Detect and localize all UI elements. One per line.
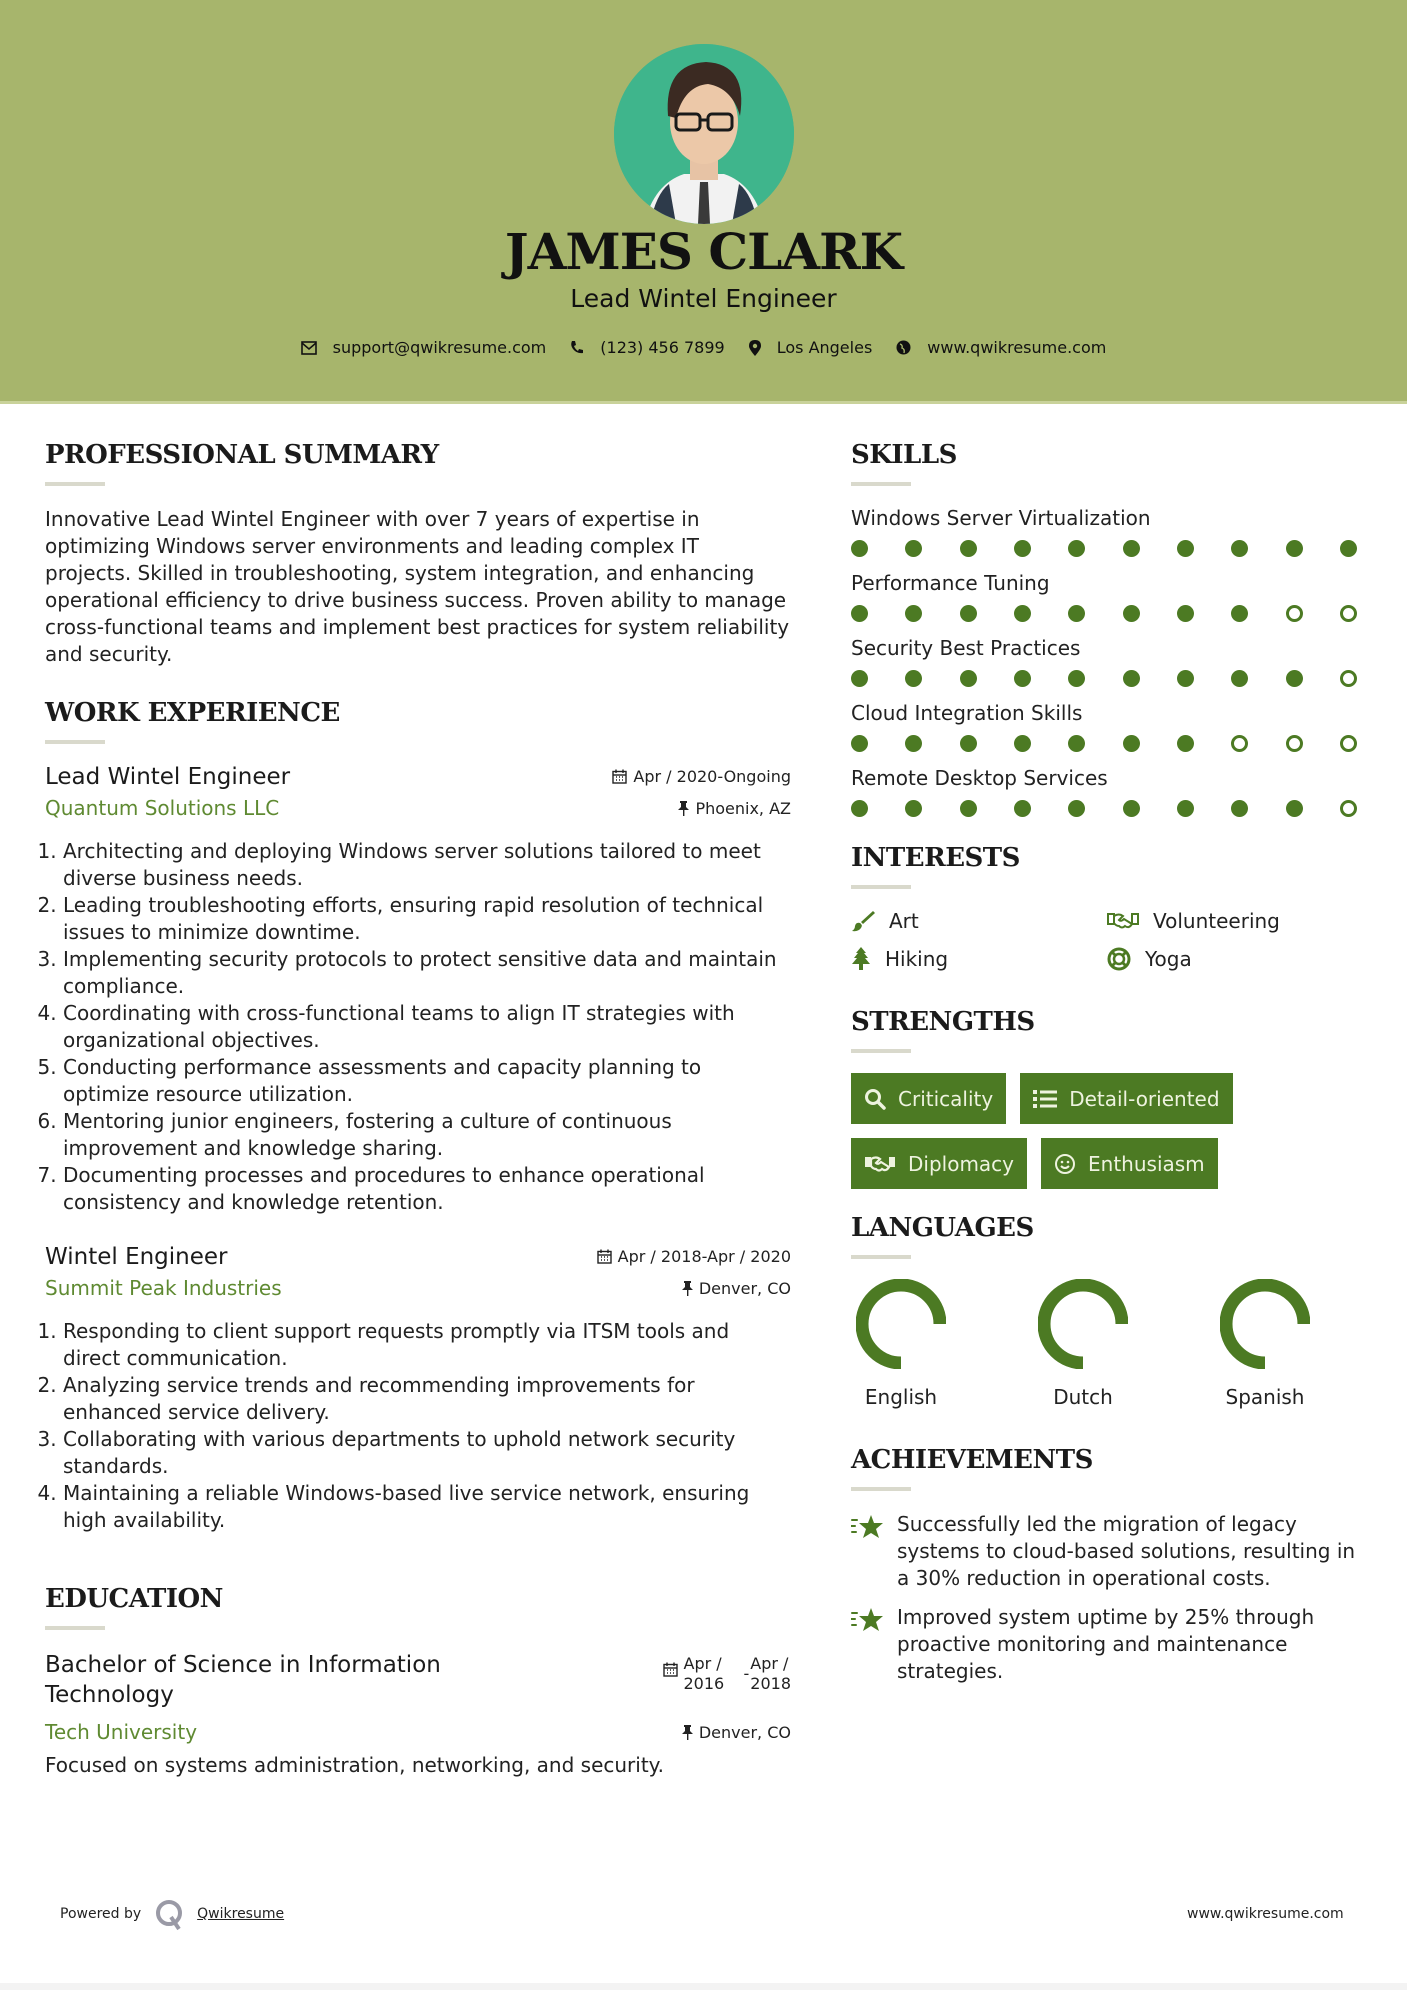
rating-dot-filled <box>960 735 977 752</box>
duty-item: 1. Architecting and deploying Windows server solutions tailored to meet diverse business needs. <box>63 838 791 892</box>
language-label: English <box>864 1385 938 1409</box>
powered-by-label: Powered by <box>60 1906 142 1922</box>
rating-dot-empty <box>1286 605 1303 622</box>
rating-dot-filled <box>1340 540 1357 557</box>
strength-label: Detail-oriented <box>1069 1086 1220 1111</box>
footer-url[interactable]: www.qwikresume.com <box>1187 1906 1344 1922</box>
qwikresume-logo-icon <box>153 1897 187 1931</box>
contact-bar <box>0 338 1407 357</box>
candidate-name: JAMES CLARK <box>504 222 903 281</box>
skill-name: Remote Desktop Services <box>851 766 1108 790</box>
language-label: Dutch <box>1053 1385 1113 1409</box>
rating-dot-filled <box>905 605 922 622</box>
job-dates <box>597 1247 791 1266</box>
rating-dot-filled <box>1177 605 1194 622</box>
education-section <box>45 1584 791 1779</box>
job-location-text: Denver, CO <box>698 1278 791 1298</box>
left-column <box>45 440 791 1779</box>
rating-dot-filled <box>1123 670 1140 687</box>
rating-dot-filled <box>1286 540 1303 557</box>
achievement-text: Improved system uptime by 25% through proactive monitoring and maintenance strategies. <box>897 1605 1315 1683</box>
date-separator: - <box>743 1664 750 1683</box>
summary-text: Innovative Lead Wintel Engineer with over 7 years of expertise in optimizing Windows server environments and leading complex IT projects. Skilled in troubleshooting, system integration, and enhancing operational efficiency to drive business success. Proven ability to manage cross-functional teams and implement best practices for system reliability and security. <box>45 507 790 666</box>
strength-chip <box>851 1138 1027 1189</box>
handshake-icon <box>1107 911 1139 931</box>
heading-rule <box>851 482 911 486</box>
job-entry <box>45 1244 791 1534</box>
rating-dot-filled <box>1123 605 1140 622</box>
job-location <box>682 1279 791 1298</box>
strength-label: Enthusiasm <box>1088 1151 1205 1176</box>
rating-dot-filled <box>1177 800 1194 817</box>
heading-rule <box>851 1255 911 1259</box>
rating-dot-filled <box>905 670 922 687</box>
page-bottom-strip <box>0 1983 1407 1990</box>
rating-dot-empty <box>1231 735 1248 752</box>
interest-item <box>851 947 1107 971</box>
skill-rating <box>851 800 1357 817</box>
education-start-year: 2016 <box>683 1674 725 1693</box>
strengths-section <box>851 1007 1366 1189</box>
interests-section <box>851 843 1366 971</box>
search-icon <box>864 1088 886 1110</box>
qwikresume-link[interactable]: Qwikresume <box>197 1906 285 1922</box>
paintbrush-icon <box>851 910 875 932</box>
contact-phone-text: (123) 456 7899 <box>600 338 725 357</box>
job-role: Lead Wintel Engineer <box>45 764 291 790</box>
education-end <box>744 1654 792 1694</box>
rating-dot-filled <box>1014 735 1031 752</box>
pushpin-icon <box>682 1281 693 1296</box>
skill-name: Security Best Practices <box>851 636 1081 660</box>
rating-dot-filled <box>851 605 868 622</box>
strength-chip <box>1041 1138 1218 1189</box>
skill-name: Windows Server Virtualization <box>851 506 1151 530</box>
rating-dot-filled <box>1231 670 1248 687</box>
rating-dot-filled <box>1286 670 1303 687</box>
skill-name: Cloud Integration Skills <box>851 701 1083 725</box>
job-entry <box>45 764 791 1216</box>
interest-item <box>1107 909 1363 933</box>
smile-icon <box>1054 1153 1076 1175</box>
language-item <box>1215 1279 1315 1409</box>
interest-label: Art <box>889 909 919 933</box>
envelope-icon <box>301 341 317 355</box>
duty-item: 5. Conducting performance assessments and capacity planning to optimize resource utilization. <box>63 1054 791 1108</box>
languages-heading: LANGUAGES <box>851 1213 1034 1243</box>
strength-label: Criticality <box>898 1086 994 1111</box>
profile-photo <box>614 44 794 224</box>
rating-dot-empty <box>1340 670 1357 687</box>
rating-dot-filled <box>960 605 977 622</box>
education-start-month: Apr / <box>683 1654 722 1673</box>
interests-heading: INTERESTS <box>851 843 1020 873</box>
job-duties <box>45 838 791 1216</box>
language-progress-ring <box>1220 1279 1310 1369</box>
language-item <box>1033 1279 1133 1409</box>
language-progress-ring <box>1038 1279 1128 1369</box>
achievements-heading: ACHIEVEMENTS <box>851 1445 1093 1475</box>
language-progress-ring <box>856 1279 946 1369</box>
skill-rating <box>851 735 1357 752</box>
education-end-year: 2018 <box>750 1674 791 1693</box>
person-photo-icon <box>614 44 794 224</box>
rating-dot-filled <box>1068 540 1085 557</box>
map-marker-icon <box>749 340 761 356</box>
contact-website-text: www.qwikresume.com <box>927 338 1107 357</box>
skills-list <box>851 506 1366 817</box>
summary-heading: PROFESSIONAL SUMMARY <box>45 440 439 470</box>
heading-rule <box>45 740 105 744</box>
rating-dot-filled <box>1014 540 1031 557</box>
duty-item: 2. Analyzing service trends and recommending improvements for enhanced service delivery. <box>63 1372 791 1426</box>
candidate-title: Lead Wintel Engineer <box>570 284 837 313</box>
contact-website[interactable] <box>896 338 1106 357</box>
rating-dot-filled <box>1286 800 1303 817</box>
calendar-icon <box>597 1249 612 1264</box>
phone-icon <box>570 340 584 355</box>
rating-dot-filled <box>1123 540 1140 557</box>
right-column <box>851 440 1366 1697</box>
star-achievement-icon <box>851 1606 885 1634</box>
heading-rule <box>851 1049 911 1053</box>
strengths-heading: STRENGTHS <box>851 1007 1035 1037</box>
education-location-text: Denver, CO <box>698 1722 791 1742</box>
rating-dot-filled <box>1177 540 1194 557</box>
job-company: Quantum Solutions LLC <box>45 796 280 820</box>
contact-email[interactable] <box>301 338 547 357</box>
rating-dot-filled <box>1231 540 1248 557</box>
rating-dot-filled <box>1068 800 1085 817</box>
strengths-list <box>851 1073 1366 1189</box>
footer-powered-by <box>60 1897 284 1931</box>
education-end-month: Apr / <box>750 1654 789 1673</box>
rating-dot-filled <box>1123 800 1140 817</box>
experience-section <box>45 698 791 1534</box>
heading-rule <box>851 885 911 889</box>
pushpin-icon <box>678 801 689 816</box>
rating-dot-filled <box>851 800 868 817</box>
rating-dot-filled <box>960 670 977 687</box>
contact-location-text: Los Angeles <box>776 338 873 357</box>
language-item <box>851 1279 951 1409</box>
contact-email-text: support@qwikresume.com <box>332 338 547 357</box>
language-label: Spanish <box>1225 1385 1305 1409</box>
job-duties <box>45 1318 791 1534</box>
rating-dot-empty <box>1340 800 1357 817</box>
achievement-item <box>851 1604 1366 1685</box>
rating-dot-empty <box>1340 605 1357 622</box>
calendar-icon <box>663 1662 678 1677</box>
skill-rating <box>851 670 1357 687</box>
strength-label: Diplomacy <box>908 1151 1015 1176</box>
rating-dot-filled <box>960 540 977 557</box>
duty-item: 4. Coordinating with cross-functional teams to align IT strategies with organizational objectives. <box>63 1000 791 1054</box>
interest-label: Hiking <box>885 947 949 971</box>
duty-item: 6. Mentoring junior engineers, fostering a culture of continuous improvement and knowledge sharing. <box>63 1108 791 1162</box>
rating-dot-filled <box>905 540 922 557</box>
duty-item: 3. Collaborating with various departments to uphold network security standards. <box>63 1426 791 1480</box>
duty-item: 1. Responding to client support requests promptly via ITSM tools and direct communication. <box>63 1318 791 1372</box>
interest-item <box>851 909 1107 933</box>
job-dates-text: Apr / 2020-Ongoing <box>633 767 791 786</box>
interests-grid <box>851 909 1366 971</box>
rating-dot-filled <box>851 540 868 557</box>
summary-section <box>45 440 791 668</box>
achievement-item <box>851 1511 1366 1592</box>
duty-item: 3. Implementing security protocols to protect sensitive data and maintain compliance. <box>63 946 791 1000</box>
education-degree: Bachelor of Science in Information Technology <box>45 1652 441 1708</box>
list-icon <box>1033 1089 1057 1109</box>
duty-item: 4. Maintaining a reliable Windows-based live service network, ensuring high availability. <box>63 1480 791 1534</box>
pushpin-icon <box>682 1725 693 1740</box>
rating-dot-filled <box>851 670 868 687</box>
job-location-text: Phoenix, AZ <box>695 798 791 818</box>
rating-dot-filled <box>1014 605 1031 622</box>
job-dates-text: Apr / 2018-Apr / 2020 <box>617 1247 791 1266</box>
rating-dot-filled <box>1014 800 1031 817</box>
handshake-icon <box>864 1154 896 1174</box>
skills-heading: SKILLS <box>851 440 957 470</box>
rating-dot-filled <box>905 800 922 817</box>
education-school: Tech University <box>45 1720 198 1744</box>
job-role: Wintel Engineer <box>45 1244 228 1270</box>
languages-section <box>851 1213 1366 1409</box>
skill-rating <box>851 540 1357 557</box>
rating-dot-filled <box>1231 605 1248 622</box>
tree-icon <box>851 947 871 971</box>
contact-location <box>749 338 873 357</box>
rating-dot-filled <box>1014 670 1031 687</box>
rating-dot-filled <box>905 735 922 752</box>
job-dates <box>612 767 791 786</box>
rating-dot-filled <box>1068 605 1085 622</box>
duty-item: 2. Leading troubleshooting efforts, ensuring rapid resolution of technical issues to minimize downtime. <box>63 892 791 946</box>
strength-chip <box>851 1073 1006 1124</box>
rating-dot-filled <box>1068 670 1085 687</box>
calendar-icon <box>612 769 627 784</box>
header-banner <box>0 0 1407 404</box>
education-dates <box>663 1654 792 1694</box>
star-achievement-icon <box>851 1513 885 1541</box>
interest-item <box>1107 947 1363 971</box>
rating-dot-filled <box>1231 800 1248 817</box>
achievements-section <box>851 1445 1366 1685</box>
interest-label: Volunteering <box>1153 909 1280 933</box>
education-location <box>682 1723 791 1742</box>
duty-item: 7. Documenting processes and procedures to enhance operational consistency and knowledge retention. <box>63 1162 791 1216</box>
skill-rating <box>851 605 1357 622</box>
languages-list <box>851 1279 1366 1409</box>
job-company: Summit Peak Industries <box>45 1276 282 1300</box>
rating-dot-filled <box>960 800 977 817</box>
skills-section <box>851 440 1366 817</box>
heading-rule <box>45 1626 105 1630</box>
rating-dot-filled <box>1068 735 1085 752</box>
rating-dot-empty <box>1340 735 1357 752</box>
rating-dot-filled <box>1177 735 1194 752</box>
rating-dot-filled <box>851 735 868 752</box>
strength-chip <box>1020 1073 1232 1124</box>
education-description: Focused on systems administration, networking, and security. <box>45 1753 665 1777</box>
rating-dot-filled <box>1123 735 1140 752</box>
heading-rule <box>45 482 105 486</box>
life-ring-icon <box>1107 947 1131 971</box>
heading-rule <box>851 1487 911 1491</box>
job-location <box>678 799 791 818</box>
rating-dot-filled <box>1177 670 1194 687</box>
interest-label: Yoga <box>1145 947 1192 971</box>
education-start <box>684 1654 744 1694</box>
skill-name: Performance Tuning <box>851 571 1050 595</box>
achievement-text: Successfully led the migration of legacy systems to cloud-based solutions, resulting in a 30% reduction in operational costs. <box>897 1512 1356 1590</box>
globe-icon <box>896 340 911 355</box>
education-heading: EDUCATION <box>45 1584 223 1614</box>
contact-phone[interactable] <box>570 338 724 357</box>
rating-dot-empty <box>1286 735 1303 752</box>
experience-heading: WORK EXPERIENCE <box>45 698 340 728</box>
